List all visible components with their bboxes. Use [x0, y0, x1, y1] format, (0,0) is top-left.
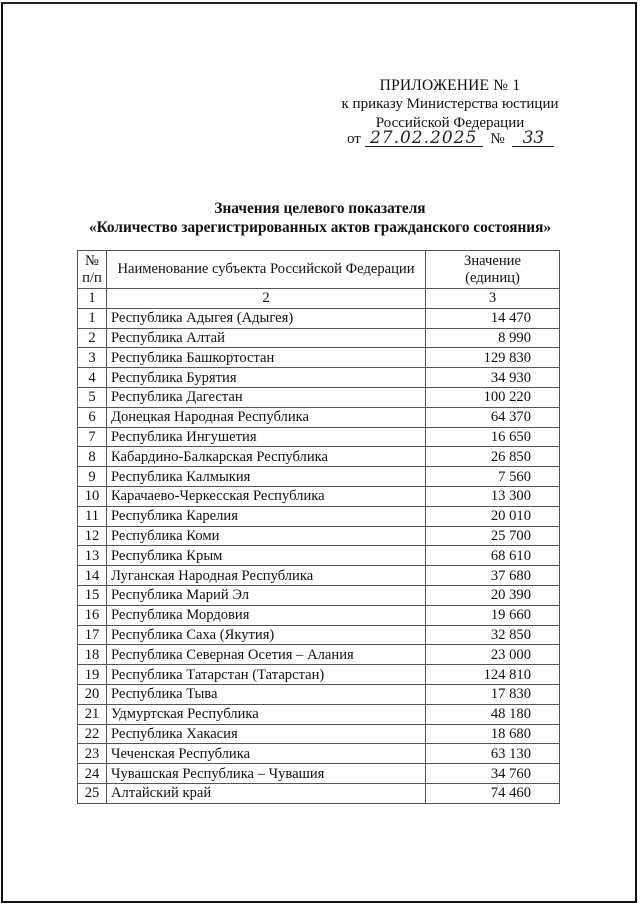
indicator-table [77, 250, 560, 804]
subject-name: Республика Хакасия [107, 724, 426, 744]
row-number: 8 [78, 447, 107, 467]
row-number: 4 [78, 368, 107, 388]
table-row [78, 625, 560, 645]
number-label: № [490, 131, 505, 147]
column-index-row [78, 289, 560, 309]
table-row [78, 348, 560, 368]
table-row [78, 368, 560, 388]
title-line-2: «Количество зарегистрированных актов гражданского состояния» [88, 218, 552, 236]
subject-name: Луганская Народная Республика [107, 566, 426, 586]
indicator-value: 13 300 [426, 486, 560, 506]
row-number: 10 [78, 486, 107, 506]
column-header-value [426, 251, 560, 289]
table-header-row [78, 251, 560, 289]
table-row [78, 427, 560, 447]
row-number: 19 [78, 665, 107, 685]
table-row [78, 546, 560, 566]
indicator-value: 14 470 [426, 308, 560, 328]
appendix-order-ref: к приказу Министерства юстиции [341, 96, 559, 112]
row-number: 6 [78, 407, 107, 427]
row-number: 21 [78, 704, 107, 724]
indicator-value: 20 010 [426, 506, 560, 526]
row-number: 24 [78, 764, 107, 784]
column-header-number [78, 251, 107, 289]
indicator-value: 64 370 [426, 407, 560, 427]
handwritten-number: 33 [512, 130, 554, 147]
subject-name: Удмуртская Республика [107, 704, 426, 724]
indicator-value: 124 810 [426, 665, 560, 685]
indicator-value: 74 460 [426, 783, 560, 803]
row-number: 25 [78, 783, 107, 803]
header-value-line-2: (единиц) [465, 269, 520, 286]
column-index: 1 [78, 289, 107, 309]
from-label: от [347, 131, 361, 147]
indicator-value: 23 000 [426, 645, 560, 665]
row-number: 15 [78, 585, 107, 605]
subject-name: Республика Бурятия [107, 368, 426, 388]
row-number: 16 [78, 605, 107, 625]
indicator-value: 63 130 [426, 744, 560, 764]
header-num-line-2: п/п [82, 269, 102, 286]
table-row [78, 506, 560, 526]
subject-name: Республика Мордовия [107, 605, 426, 625]
row-number: 22 [78, 724, 107, 744]
table-row [78, 447, 560, 467]
subject-name: Республика Калмыкия [107, 467, 426, 487]
subject-name: Кабардино-Балкарская Республика [107, 447, 426, 467]
column-index: 3 [426, 289, 560, 309]
table-row [78, 783, 560, 803]
indicator-value: 37 680 [426, 566, 560, 586]
handwritten-date: 27.02.2025 [365, 130, 483, 147]
subject-name: Республика Северная Осетия – Алания [107, 645, 426, 665]
table-row [78, 387, 560, 407]
table-row [78, 684, 560, 704]
indicator-value: 129 830 [426, 348, 560, 368]
indicator-value: 7 560 [426, 467, 560, 487]
table-row [78, 328, 560, 348]
table-row [78, 764, 560, 784]
subject-name: Республика Башкортостан [107, 348, 426, 368]
subject-name: Карачаево-Черкесская Республика [107, 486, 426, 506]
subject-name: Республика Крым [107, 546, 426, 566]
table-row [78, 704, 560, 724]
table-row [78, 467, 560, 487]
subject-name: Алтайский край [107, 783, 426, 803]
row-number: 12 [78, 526, 107, 546]
indicator-value: 34 760 [426, 764, 560, 784]
indicator-value: 20 390 [426, 585, 560, 605]
appendix-title: ПРИЛОЖЕНИЕ № 1 [379, 77, 521, 94]
header-value-line-1: Значение [464, 252, 521, 269]
row-number: 20 [78, 684, 107, 704]
indicator-value: 18 680 [426, 724, 560, 744]
subject-name: Республика Карелия [107, 506, 426, 526]
table-row [78, 566, 560, 586]
column-index: 2 [107, 289, 426, 309]
column-header-subject: Наименование субъекта Российской Федерации [107, 251, 426, 289]
row-number: 9 [78, 467, 107, 487]
table-row [78, 486, 560, 506]
row-number: 11 [78, 506, 107, 526]
subject-name: Донецкая Народная Республика [107, 407, 426, 427]
subject-name: Республика Марий Эл [107, 585, 426, 605]
subject-name: Республика Саха (Якутия) [107, 625, 426, 645]
subject-name: Республика Алтай [107, 328, 426, 348]
subject-name: Республика Татарстан (Татарстан) [107, 665, 426, 685]
indicator-value: 8 990 [426, 328, 560, 348]
subject-name: Республика Адыгея (Адыгея) [107, 308, 426, 328]
row-number: 17 [78, 625, 107, 645]
row-number: 18 [78, 645, 107, 665]
indicator-value: 26 850 [426, 447, 560, 467]
row-number: 1 [78, 308, 107, 328]
row-number: 3 [78, 348, 107, 368]
subject-name: Чувашская Республика – Чувашия [107, 764, 426, 784]
indicator-value: 19 660 [426, 605, 560, 625]
table-row [78, 605, 560, 625]
indicator-value: 17 830 [426, 684, 560, 704]
indicator-value: 25 700 [426, 526, 560, 546]
indicator-value: 100 220 [426, 387, 560, 407]
table-row [78, 308, 560, 328]
indicator-value: 32 850 [426, 625, 560, 645]
appendix-ministry: Российской Федерации [375, 115, 525, 131]
table-row [78, 665, 560, 685]
table-row [78, 585, 560, 605]
table-row [78, 645, 560, 665]
row-number: 2 [78, 328, 107, 348]
appendix-header [330, 76, 570, 133]
table-row [78, 744, 560, 764]
row-number: 13 [78, 546, 107, 566]
subject-name: Республика Тыва [107, 684, 426, 704]
row-number: 7 [78, 427, 107, 447]
row-number: 23 [78, 744, 107, 764]
indicator-value: 16 650 [426, 427, 560, 447]
table-row [78, 724, 560, 744]
subject-name: Республика Ингушетия [107, 427, 426, 447]
indicator-value: 68 610 [426, 546, 560, 566]
order-date-number [347, 130, 554, 148]
title-line-1: Значения целевого показателя [214, 200, 426, 217]
table-row [78, 526, 560, 546]
subject-name: Республика Коми [107, 526, 426, 546]
table-row [78, 407, 560, 427]
header-num-line-1: № [85, 252, 99, 269]
indicator-value: 34 930 [426, 368, 560, 388]
document-title [60, 200, 580, 237]
indicator-value: 48 180 [426, 704, 560, 724]
row-number: 5 [78, 387, 107, 407]
subject-name: Республика Дагестан [107, 387, 426, 407]
row-number: 14 [78, 566, 107, 586]
subject-name: Чеченская Республика [107, 744, 426, 764]
